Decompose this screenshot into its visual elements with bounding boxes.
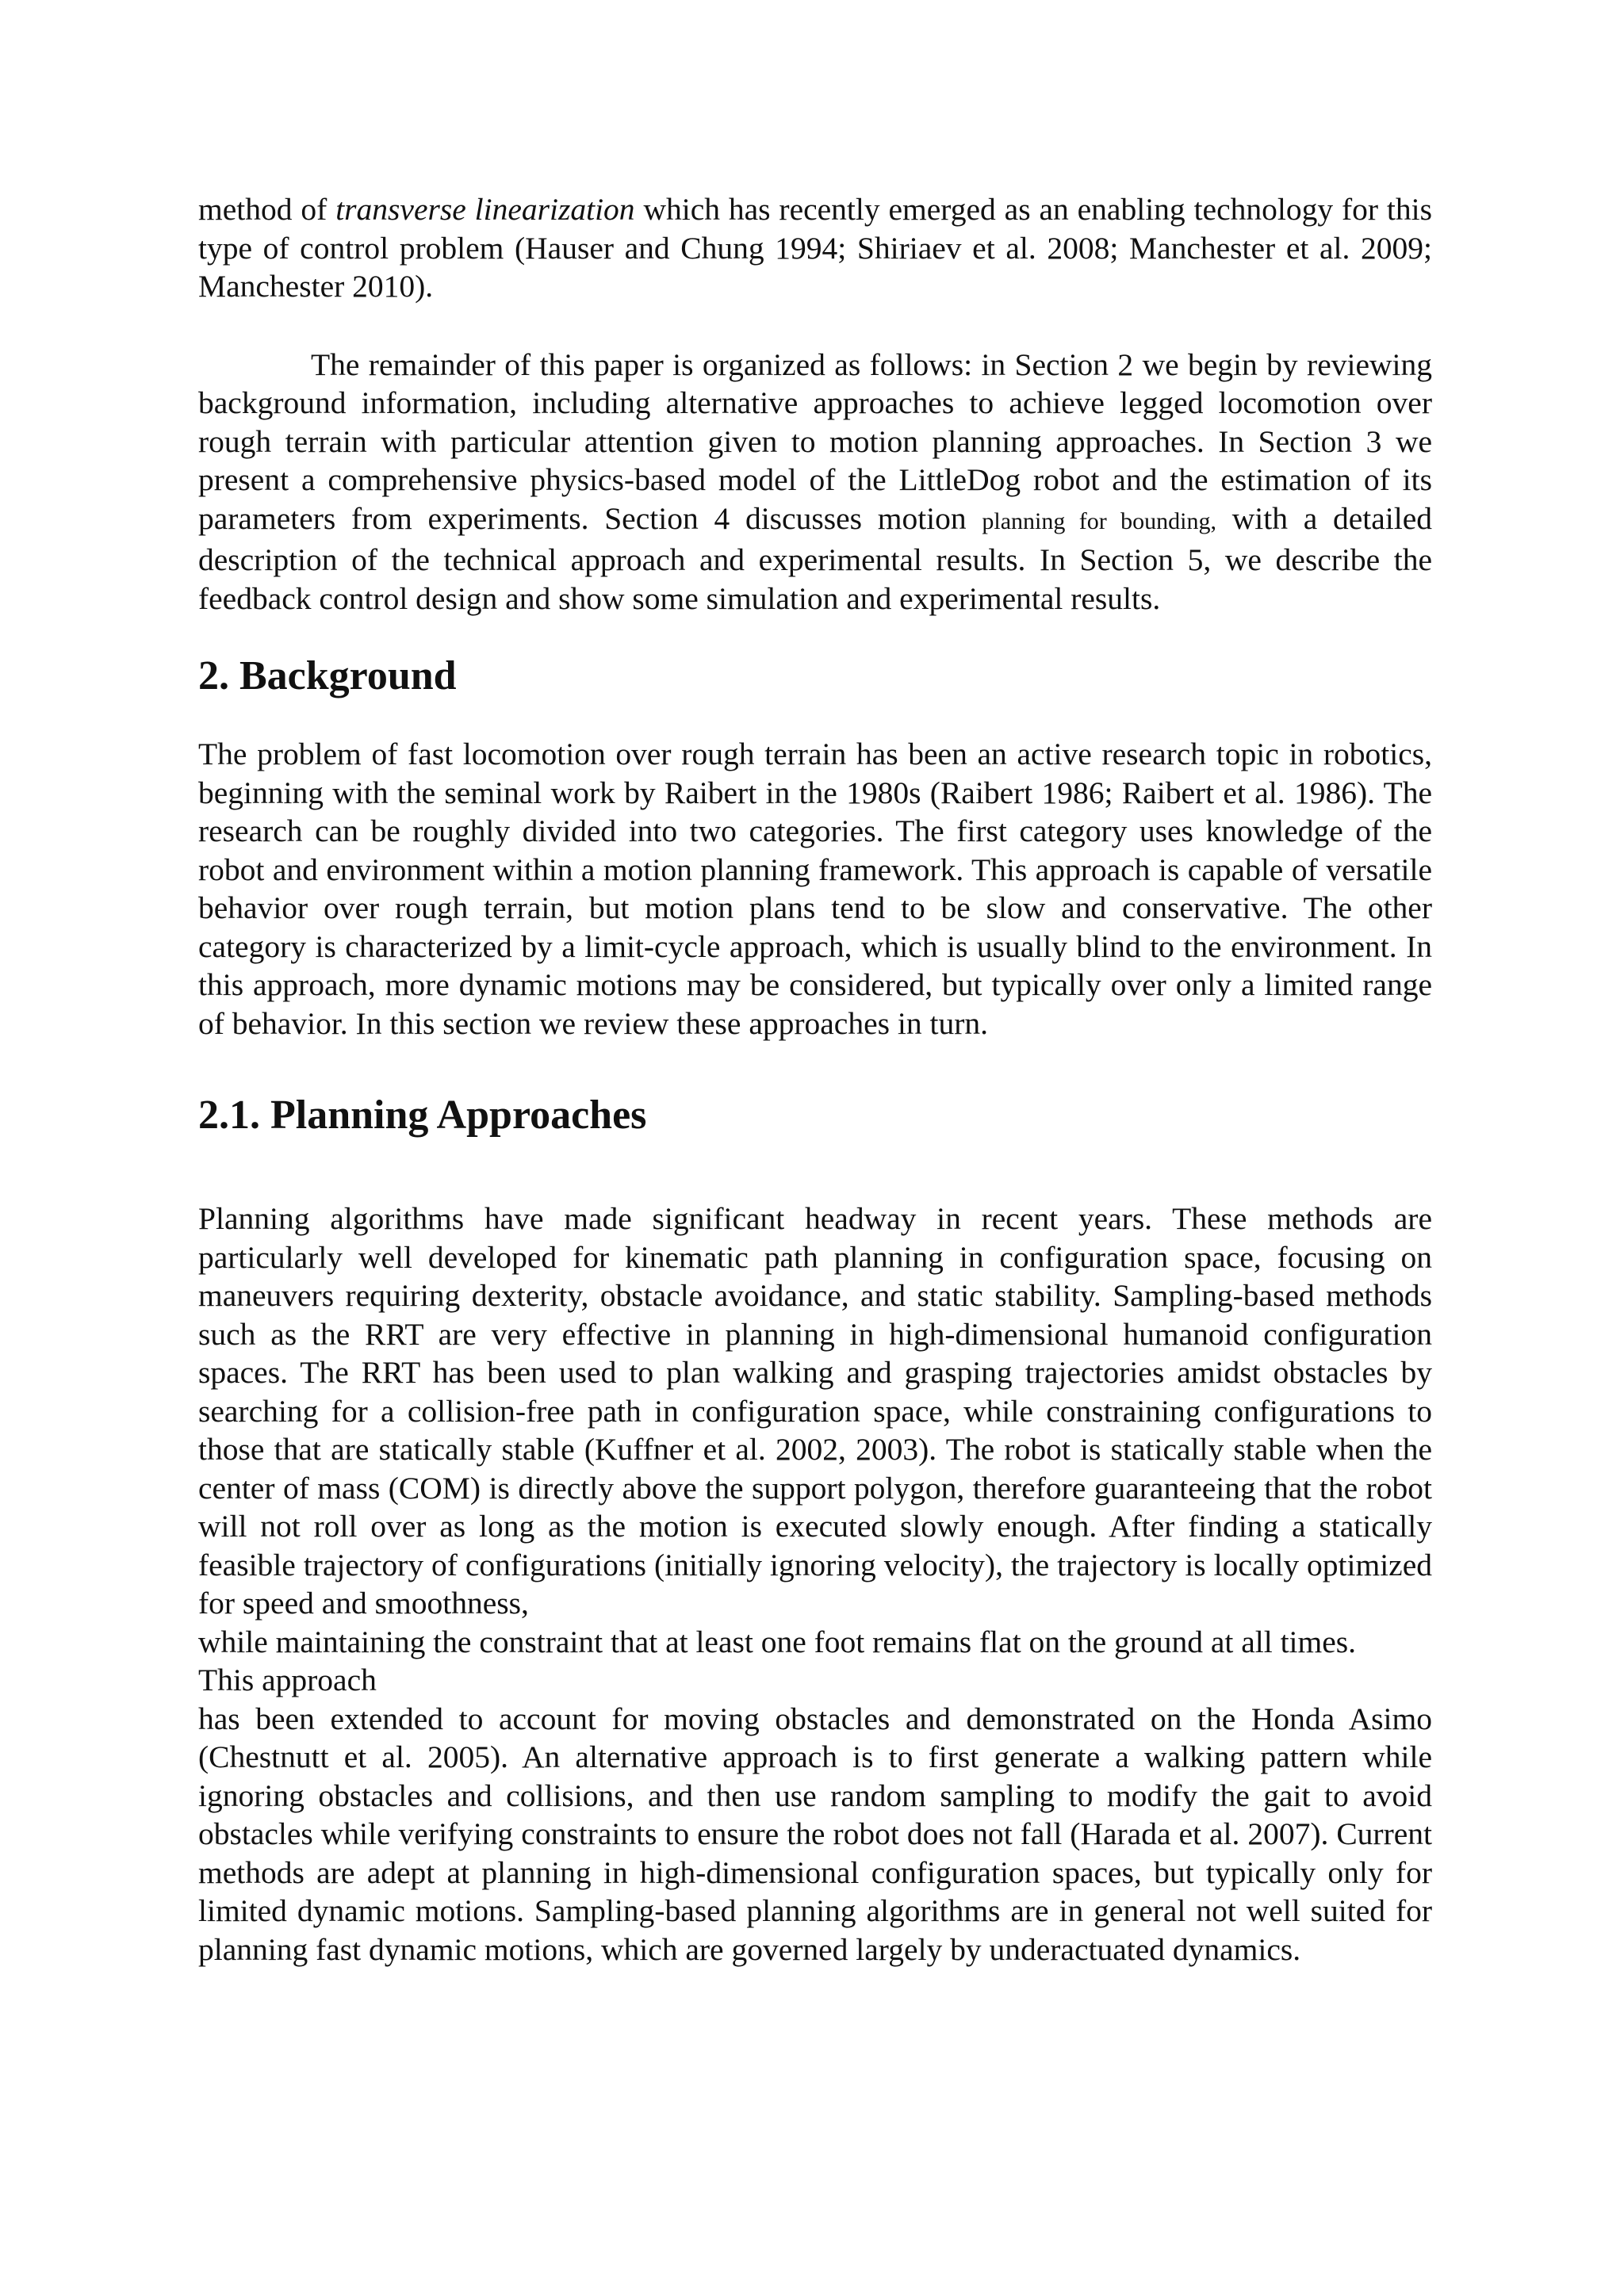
section-2-heading: 2. Background: [198, 653, 457, 698]
intro-p2-text-post: with a detailed description of the technical approach and experimental results. In Section 5, we describe the feedback control design and show some simulation and experimental results.: [198, 500, 1432, 616]
section-2-1-paragraph-d: has been extended to account for moving obstacles and demonstrated on the Honda Asimo (Chestnutt et al. 2005). An alternative approach is to first generate a walking pattern while ignoring obstacles and collisions, and then use random sampling to modify the gait to avoid obstacles while verifying constraints to ensure the robot does not fall (Harada et al. 2007). Current methods are adept at planning in high-dimensional configuration spaces, but typically only for limited dynamic motions. Sampling-based planning algorithms are in general not well suited for planning fast dynamic motions, which are governed largely by underactuated dynamics.: [198, 1701, 1432, 1967]
intro-p1-italic-term: transverse linearization: [335, 192, 635, 227]
section-2-1-paragraph-b: while maintaining the constraint that at least one foot remains flat on the ground at all times.: [198, 1624, 1357, 1659]
section-2-paragraph: The problem of fast locomotion over rough terrain has been an active research topic in robotics, beginning with the seminal work by Raibert in the 1980s (Raibert 1986; Raibert et al. 1986). The research can be roughly divided into two categories. The first category uses knowledge of the robot and environment within a motion planning framework. This approach is capable of versatile behavior over rough terrain, but motion plans tend to be slow and conservative. The other category is characterized by a limit-cycle approach, which is usually blind to the environment. In this approach, more dynamic motions may be considered, but typically over only a limited range of behavior. In this section we review these approaches in turn.: [198, 737, 1432, 1041]
intro-paragraph-2: [198, 346, 1432, 618]
intro-p1-text-post: which has recently emerged as an enabling technology for this type of control problem (Hauser and Chung 1994; Shiriaev et al. 2008; Manchester et al. 2009; Manchester 2010).: [198, 192, 1432, 304]
intro-p1-text-pre: method of: [198, 192, 336, 227]
section-2-1-paragraph-a: Planning algorithms have made significant headway in recent years. These methods are particularly well developed for kinematic path planning in configuration space, focusing on maneuvers requiring dexterity, obstacle avoidance, and static stability. Sampling-based methods such as the RRT are very effective in planning in high-dimensional humanoid configuration spaces. The RRT has been used to plan walking and grasping trajectories amidst obstacles by searching for a collision-free path in configuration space, while constraining configurations to those that are statically stable (Kuffner et al. 2002, 2003). The robot is statically stable when the center of mass (COM) is directly above the support polygon, therefore guaranteeing that the robot will not roll over as long as the motion is executed slowly enough. After finding a statically feasible trajectory of configurations (initially ignoring velocity), the trajectory is locally optimized for speed and smoothness,: [198, 1201, 1432, 1621]
paper-page: [198, 190, 1432, 1969]
section-2-1-heading: 2.1. Planning Approaches: [198, 1093, 647, 1138]
intro-paragraph-1: [198, 190, 1432, 306]
intro-p2-small-text: planning for bounding,: [982, 507, 1216, 534]
section-2-1-paragraph-c: This approach: [198, 1663, 377, 1697]
intro-p2-text-pre: The remainder of this paper is organized as follows: in Section 2 we begin by reviewing background information, including alternative approaches to achieve legged locomotion over rough terrain with particular attention given to motion planning approaches. In Section 3 we present a comprehensive physics-based model of the LittleDog robot and the estimation of its parameters from experiments. Section 4 discusses motion: [198, 346, 1432, 536]
